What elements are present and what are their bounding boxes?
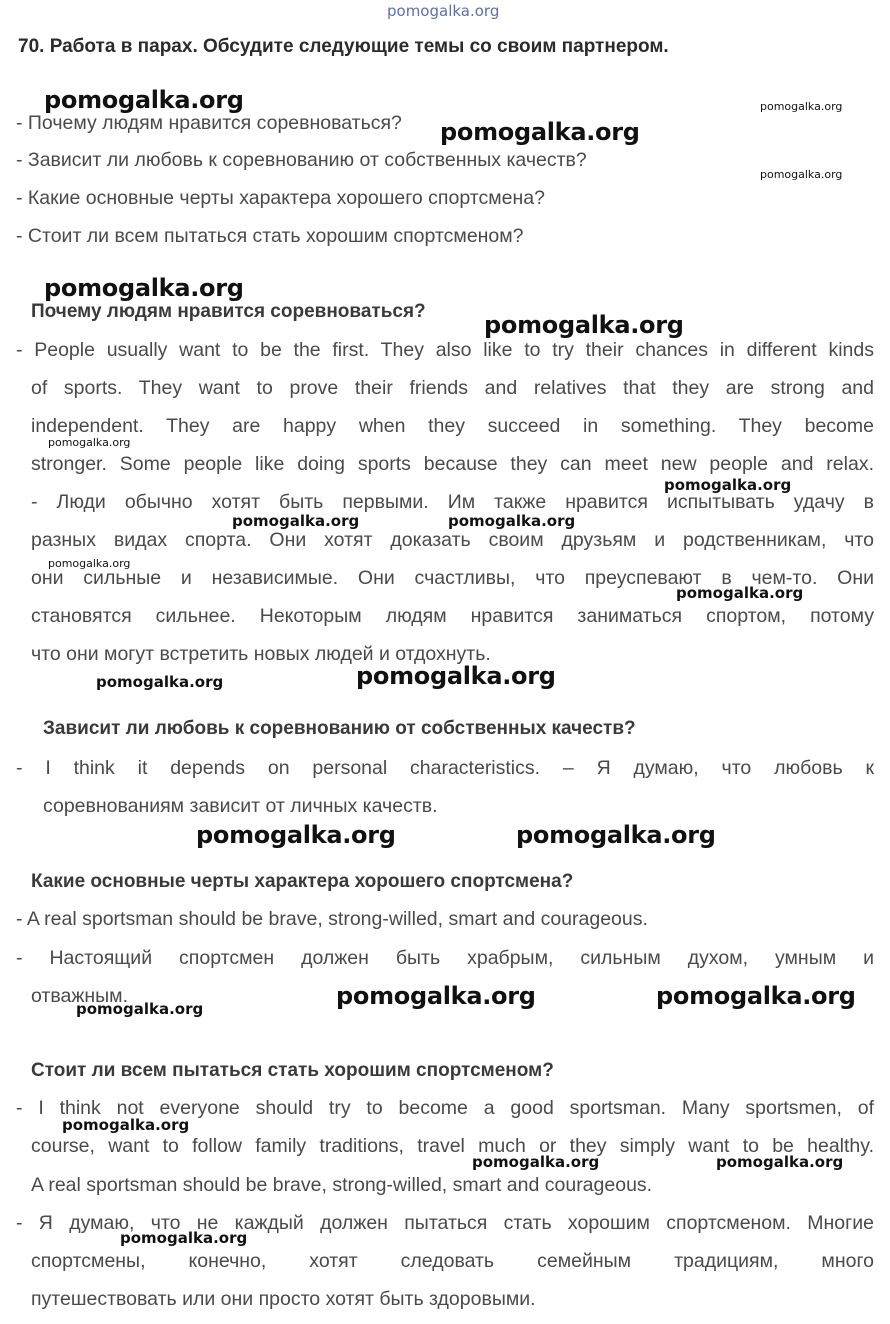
topic-item: - Стоит ли всем пытаться стать хорошим спортсменом? — [16, 225, 524, 247]
watermark: pomogalka.org — [484, 311, 684, 339]
section-3-question: Какие основные черты характера хорошего спортсмена? — [31, 871, 574, 892]
section-1-line: independent. They are happy when they succeed in something. They become — [31, 415, 874, 437]
section-4-line: A real sportsman should be brave, strong-willed, smart and courageous. — [31, 1174, 653, 1196]
watermark: pomogalka.org — [48, 557, 131, 570]
topic-item: - Какие основные черты характера хорошего спортсмена? — [16, 187, 545, 209]
section-4-line: course, want to follow family traditions, travel much or they simply want to be healthy. — [31, 1135, 874, 1157]
watermark: pomogalka.org — [62, 1116, 190, 1134]
section-1-line: of sports. They want to prove their friends and relatives that they are strong and — [31, 377, 874, 399]
watermark: pomogalka.org — [196, 821, 396, 849]
watermark: pomogalka.org — [664, 476, 792, 494]
section-1-line: stronger. Some people like doing sports because they can meet new people and relax. — [31, 453, 874, 475]
watermark: pomogalka.org — [356, 662, 556, 690]
watermark: pomogalka.org — [96, 673, 224, 691]
section-1-line: что они могут встретить новых людей и отдохнуть. — [31, 643, 491, 665]
top-watermark: pomogalka.org — [387, 2, 500, 20]
watermark: pomogalka.org — [336, 982, 536, 1010]
watermark: pomogalka.org — [656, 982, 856, 1010]
section-1-question: Почему людям нравится соревноваться? — [31, 301, 426, 322]
watermark: pomogalka.org — [44, 274, 244, 302]
watermark: pomogalka.org — [448, 512, 576, 530]
exercise-header: 70. Работа в парах. Обсудите следующие темы со своим партнером. — [18, 36, 669, 57]
watermark: pomogalka.org — [760, 100, 843, 113]
section-1-line: они сильные и независимые. Они счастливы, что преуспевают в чем-то. Они — [31, 567, 874, 589]
section-3-line: - A real sportsman should be brave, strong-willed, smart and courageous. — [16, 908, 648, 930]
topic-item: - Зависит ли любовь к соревнованию от собственных качеств? — [16, 149, 587, 171]
watermark: pomogalka.org — [76, 1000, 204, 1018]
watermark: pomogalka.org — [716, 1153, 844, 1171]
watermark: pomogalka.org — [48, 436, 131, 449]
watermark: pomogalka.org — [232, 512, 360, 530]
section-1-line: становятся сильнее. Некоторым людям нравится заниматься спортом, потому — [31, 605, 874, 627]
watermark: pomogalka.org — [760, 168, 843, 181]
section-4-question: Стоит ли всем пытаться стать хорошим спортсменом? — [31, 1060, 554, 1081]
section-1-line: - People usually want to be the first. They also like to try their chances in different kinds — [16, 339, 874, 361]
section-2-question: Зависит ли любовь к соревнованию от собственных качеств? — [43, 718, 636, 739]
watermark: pomogalka.org — [440, 118, 640, 146]
section-1-line: разных видах спорта. Они хотят доказать своим друзьям и родственникам, что — [31, 529, 874, 551]
topic-item: - Почему людям нравится соревноваться? — [16, 112, 402, 134]
section-4-line: путешествовать или они просто хотят быть здоровыми. — [31, 1288, 536, 1310]
section-3-line: отважным. — [31, 985, 128, 1007]
section-1-line: - Люди обычно хотят быть первыми. Им также нравится испытывать удачу в — [31, 491, 874, 513]
section-4-line: спортсмены, конечно, хотят следовать семейным традициям, много — [31, 1250, 874, 1272]
watermark: pomogalka.org — [676, 584, 804, 602]
section-2-line: - I think it depends on personal characteristics. – Я думаю, что любовь к — [16, 757, 874, 779]
watermark: pomogalka.org — [472, 1153, 600, 1171]
section-4-line: - Я думаю, что не каждый должен пытаться стать хорошим спортсменом. Многие — [16, 1212, 874, 1234]
watermark: pomogalka.org — [516, 821, 716, 849]
watermark: pomogalka.org — [120, 1229, 248, 1247]
watermark: pomogalka.org — [44, 86, 244, 114]
section-4-line: - I think not everyone should try to become a good sportsman. Many sportsmen, of — [16, 1097, 874, 1119]
section-2-line: соревнованиям зависит от личных качеств. — [43, 795, 438, 817]
section-3-line: - Настоящий спортсмен должен быть храбрым, сильным духом, умным и — [16, 947, 874, 969]
